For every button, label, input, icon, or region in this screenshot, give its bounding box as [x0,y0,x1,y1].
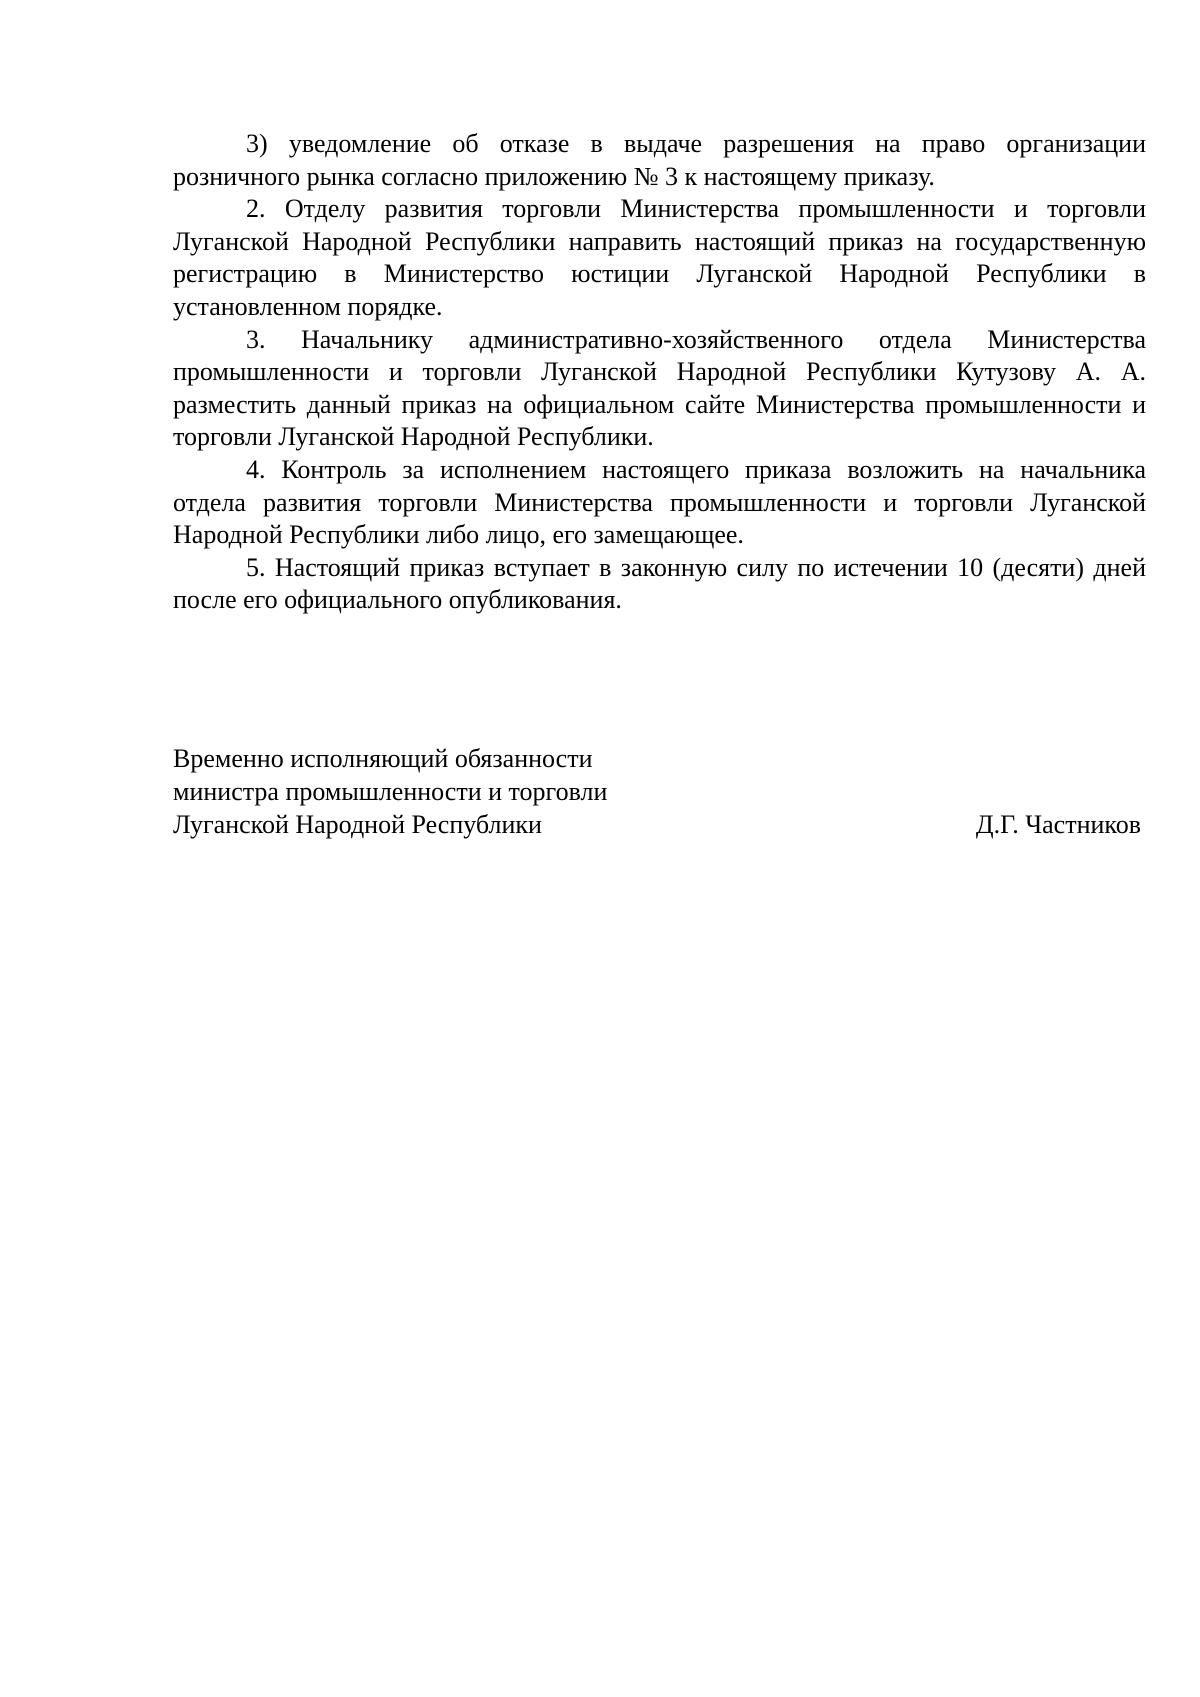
document-body [173,128,1146,617]
paragraph-4-control: 4. Контроль за исполнением настоящего приказа возложить на начальника отдела развития торговли Министерства промышленности и торговли Луганской Народной Республики либо лицо, его замещающее. [173,454,1146,550]
paragraph-3-publication: 3. Начальнику административно-хозяйственного отдела Министерства промышленности и торговли Луганской Народной Республики Кутузову А. А. разместить данный приказ на официальном сайте Министерства промышленности и торговли Луганской Народной Республики. [173,324,1146,452]
signatory-position-line-3: Луганской Народной Республики [173,810,542,839]
signatory-name: Д.Г. Частников [975,810,1141,839]
signature-block [173,742,1146,841]
signatory-position-line-2: министра промышленности и торговли [173,777,608,806]
paragraph-5-effective-date: 5. Настоящий приказ вступает в законную силу по истечении 10 (десяти) дней после его официального опубликования. [173,552,1146,615]
paragraph-2-registration: 2. Отделу развития торговли Министерства промышленности и торговли Луганской Народной Республики направить настоящий приказ на государственную регистрацию в Министерство юстиции Луганской Народной Республики в установленном порядке. [173,194,1146,321]
signatory-position-line-1: Временно исполняющий обязанности [173,744,593,773]
paragraph-item-3-notice: 3) уведомление об отказе в выдаче разрешения на право организации розничного рынка согласно приложению № 3 к настоящему приказу. [173,129,1146,191]
signatory-final-line [173,808,1146,841]
